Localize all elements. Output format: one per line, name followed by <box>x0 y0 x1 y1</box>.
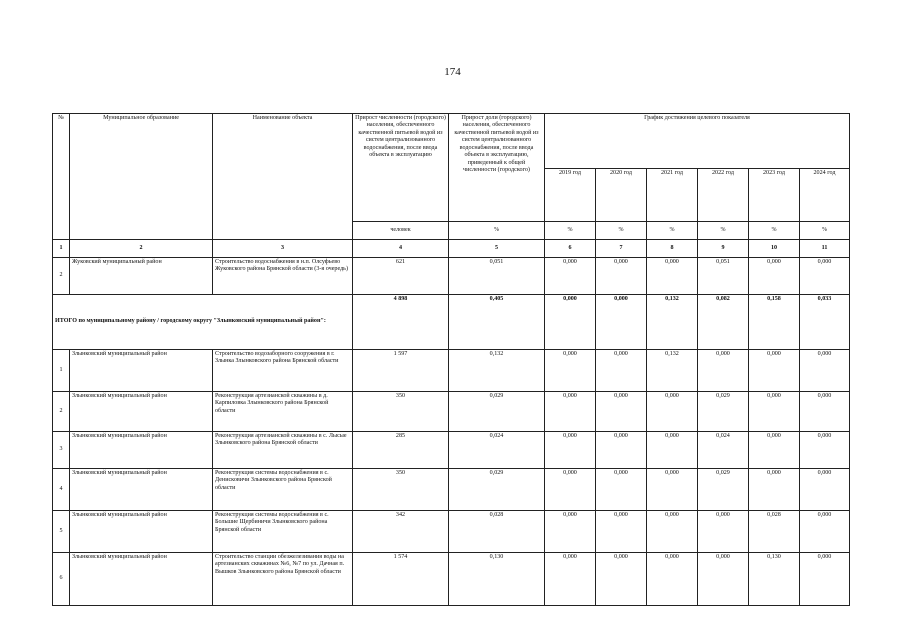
target-indicator-table <box>52 113 850 606</box>
row-population: 350 <box>353 469 449 511</box>
row-value-2019: 0,000 <box>545 553 596 606</box>
column-number: 3 <box>213 240 353 258</box>
row-value-2021: 0,000 <box>647 392 698 432</box>
unit-percent: % <box>698 222 749 240</box>
column-number: 5 <box>449 240 545 258</box>
header-object-name: Наименование объекта <box>213 114 353 240</box>
row-value-2022: 0,029 <box>698 469 749 511</box>
row-value-2022: 0,000 <box>698 553 749 606</box>
row-share: 0,029 <box>449 392 545 432</box>
row-value-2021: 0,000 <box>647 511 698 553</box>
row-value-2020: 0,000 <box>596 511 647 553</box>
row-object: Реконструкция артезианской скважины в с. Лысые Злынковского района Брянской области <box>213 432 353 469</box>
row-value-2023: 0,000 <box>749 258 800 295</box>
row-num: 6 <box>53 553 70 606</box>
row-object: Строительство водоснабжения в н.п. Олсуфьево Жуковского района Брянской области (3-я очередь) <box>213 258 353 295</box>
table-row <box>53 469 850 511</box>
total-population: 4 898 <box>353 295 449 350</box>
row-value-2019: 0,000 <box>545 350 596 392</box>
row-municipality: Злынковский муниципальный район <box>70 432 213 469</box>
row-value-2024: 0,000 <box>800 258 850 295</box>
table-row <box>53 258 850 295</box>
total-value-2020: 0,000 <box>596 295 647 350</box>
row-value-2020: 0,000 <box>596 392 647 432</box>
row-value-2020: 0,000 <box>596 469 647 511</box>
row-municipality: Злынковский муниципальный район <box>70 511 213 553</box>
total-value-2022: 0,082 <box>698 295 749 350</box>
row-num: 2 <box>53 392 70 432</box>
header-population-growth: Прирост численности (городского) населения, обеспеченного качественной питьевой водой из систем централизованного водоснабжения, после ввода объекта в эксплуатацию <box>353 114 449 222</box>
row-num: 1 <box>53 350 70 392</box>
column-number: 8 <box>647 240 698 258</box>
row-share: 0,051 <box>449 258 545 295</box>
header-num: № <box>53 114 70 240</box>
row-value-2024: 0,000 <box>800 432 850 469</box>
row-share: 0,132 <box>449 350 545 392</box>
row-value-2024: 0,000 <box>800 553 850 606</box>
row-value-2024: 0,000 <box>800 469 850 511</box>
total-value-2024: 0,033 <box>800 295 850 350</box>
column-number: 2 <box>70 240 213 258</box>
table-row <box>53 350 850 392</box>
header-schedule: График достижения целевого показателя <box>545 114 850 169</box>
column-number: 4 <box>353 240 449 258</box>
row-value-2023: 0,000 <box>749 469 800 511</box>
row-value-2019: 0,000 <box>545 432 596 469</box>
unit-percent: % <box>545 222 596 240</box>
table-row <box>53 432 850 469</box>
unit-people: человек <box>353 222 449 240</box>
unit-percent: % <box>749 222 800 240</box>
row-num: 3 <box>53 432 70 469</box>
row-object: Реконструкция артезианской скважины в д. Карпиловка Злынковского района Брянской области <box>213 392 353 432</box>
column-number: 1 <box>53 240 70 258</box>
row-population: 1 574 <box>353 553 449 606</box>
row-value-2019: 0,000 <box>545 511 596 553</box>
row-municipality: Злынковский муниципальный район <box>70 553 213 606</box>
row-value-2021: 0,000 <box>647 258 698 295</box>
row-municipality: Жуковский муниципальный район <box>70 258 213 295</box>
row-share: 0,024 <box>449 432 545 469</box>
row-value-2023: 0,000 <box>749 432 800 469</box>
column-number: 7 <box>596 240 647 258</box>
row-num: 5 <box>53 511 70 553</box>
row-value-2021: 0,132 <box>647 350 698 392</box>
row-share: 0,028 <box>449 511 545 553</box>
total-share: 0,405 <box>449 295 545 350</box>
row-municipality: Злынковский муниципальный район <box>70 350 213 392</box>
unit-percent: % <box>596 222 647 240</box>
row-object: Реконструкция системы водоснабжения в с. Денисковичи Злынковского района Брянской области <box>213 469 353 511</box>
row-value-2023: 0,000 <box>749 392 800 432</box>
row-population: 350 <box>353 392 449 432</box>
header-municipality: Муниципальное образование <box>70 114 213 240</box>
page-number: 174 <box>444 66 461 78</box>
row-value-2023: 0,000 <box>749 350 800 392</box>
column-number: 9 <box>698 240 749 258</box>
row-value-2024: 0,000 <box>800 350 850 392</box>
table-row <box>53 392 850 432</box>
row-value-2021: 0,000 <box>647 432 698 469</box>
row-value-2019: 0,000 <box>545 469 596 511</box>
row-num: 2 <box>53 258 70 295</box>
table-row <box>53 553 850 606</box>
row-value-2022: 0,000 <box>698 511 749 553</box>
row-population: 342 <box>353 511 449 553</box>
row-value-2020: 0,000 <box>596 350 647 392</box>
total-value-2023: 0,158 <box>749 295 800 350</box>
header-share-growth: Прирост доли (городского) населения, обеспеченного качественной питьевой водой из систем централизованного водоснабжения, после ввода объекта в эксплуатацию, приведенный к общей численности (городского) <box>449 114 545 222</box>
header-year-2020: 2020 год <box>596 169 647 222</box>
row-value-2019: 0,000 <box>545 392 596 432</box>
row-value-2023: 0,130 <box>749 553 800 606</box>
unit-percent: % <box>800 222 850 240</box>
column-number: 10 <box>749 240 800 258</box>
row-value-2020: 0,000 <box>596 258 647 295</box>
row-value-2023: 0,028 <box>749 511 800 553</box>
row-num: 4 <box>53 469 70 511</box>
row-population: 285 <box>353 432 449 469</box>
header-year-2022: 2022 год <box>698 169 749 222</box>
total-value-2019: 0,000 <box>545 295 596 350</box>
row-population: 621 <box>353 258 449 295</box>
row-value-2022: 0,024 <box>698 432 749 469</box>
row-value-2020: 0,000 <box>596 432 647 469</box>
row-object: Строительство станции обезжелезивания воды на артезианских скважинах №6, №7 по ул. Дачная п. Вышков Злынковского района Брянской области <box>213 553 353 606</box>
total-value-2021: 0,132 <box>647 295 698 350</box>
header-year-2024: 2024 год <box>800 169 850 222</box>
column-number: 11 <box>800 240 850 258</box>
row-value-2020: 0,000 <box>596 553 647 606</box>
table-row <box>53 511 850 553</box>
row-municipality: Злынковский муниципальный район <box>70 392 213 432</box>
row-value-2022: 0,029 <box>698 392 749 432</box>
row-share: 0,029 <box>449 469 545 511</box>
row-share: 0,130 <box>449 553 545 606</box>
header-year-2021: 2021 год <box>647 169 698 222</box>
header-year-2019: 2019 год <box>545 169 596 222</box>
row-value-2021: 0,000 <box>647 469 698 511</box>
row-municipality: Злынковский муниципальный район <box>70 469 213 511</box>
row-value-2019: 0,000 <box>545 258 596 295</box>
header-year-2023: 2023 год <box>749 169 800 222</box>
row-population: 1 597 <box>353 350 449 392</box>
total-row <box>53 295 850 350</box>
row-value-2021: 0,000 <box>647 553 698 606</box>
row-value-2024: 0,000 <box>800 392 850 432</box>
unit-percent: % <box>449 222 545 240</box>
row-value-2022: 0,051 <box>698 258 749 295</box>
row-object: Строительство водозаборного сооружения в г. Злынка Злынковского района Брянской области <box>213 350 353 392</box>
column-number: 6 <box>545 240 596 258</box>
row-value-2024: 0,000 <box>800 511 850 553</box>
total-label: ИТОГО по муниципальному району / городскому округу "Злынковский муниципальный район": <box>53 295 353 350</box>
unit-percent: % <box>647 222 698 240</box>
row-object: Реконструкция системы водоснабжения в с. Большие Щербиничи Злынковского района Брянской области <box>213 511 353 553</box>
row-value-2022: 0,000 <box>698 350 749 392</box>
